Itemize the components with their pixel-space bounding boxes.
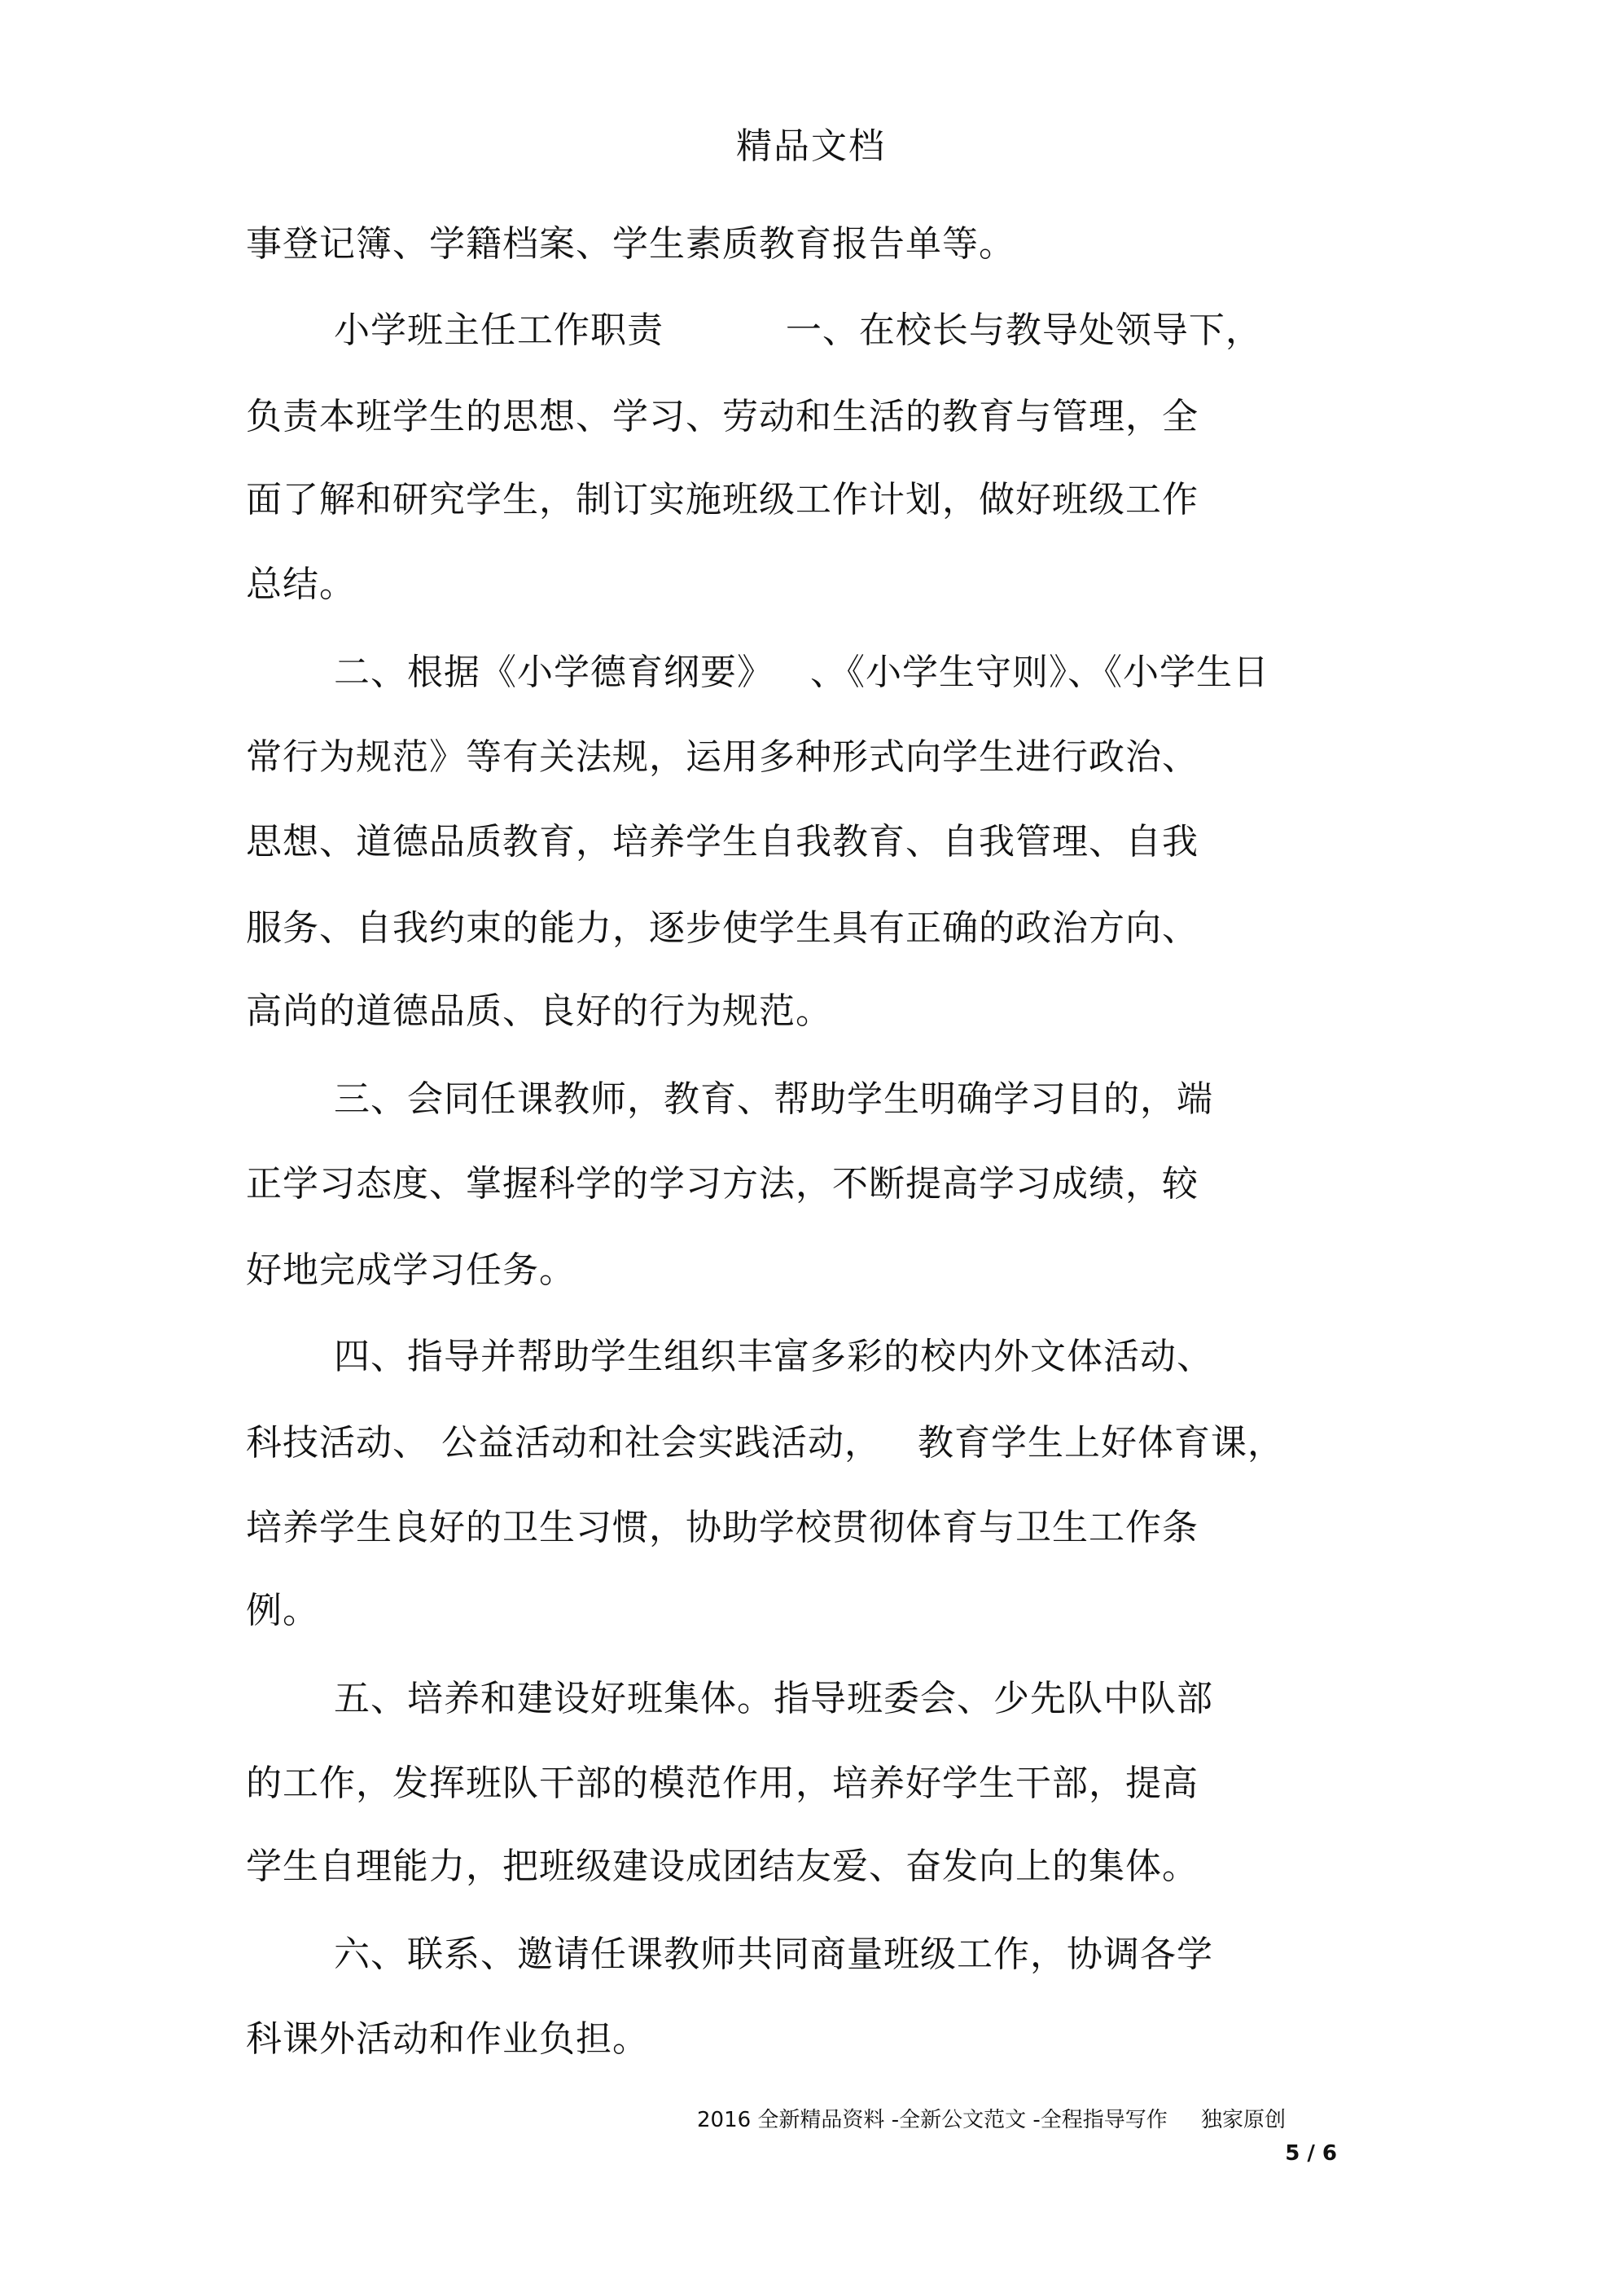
text-line: 正学习态度、掌握科学的学习方法，不断提高学习成绩，较	[246, 1163, 1199, 1205]
text-line: 总结。	[246, 564, 356, 605]
text-line: 科技活动、 公益活动和社会实践活动， 教育学生上好体育课，	[246, 1422, 1284, 1464]
page-number: 5 / 6	[1285, 2141, 1337, 2166]
text-line: 例。	[246, 1590, 319, 1631]
text-line: 培养学生良好的卫生习惯，协助学校贯彻体育与卫生工作条	[246, 1507, 1199, 1548]
text-line: 服务、自我约束的能力，逐步使学生具有正确的政治方向、	[246, 907, 1199, 949]
text-line: 科课外活动和作业负担。	[246, 2018, 649, 2060]
page-footer-text: 2016 全新精品资料 -全新公文范文 -全程指导写作 独家原创	[697, 2108, 1287, 2132]
text-line: 学生自理能力，把班级建设成团结友爱、奋发向上的集体。	[246, 1846, 1199, 1887]
text-line: 常行为规范》等有关法规，运用多种形式向学生进行政治、	[246, 736, 1199, 778]
text-line: 负责本班学生的思想、学习、劳动和生活的教育与管理，全	[246, 396, 1199, 437]
text-line: 事登记簿、学籍档案、学生素质教育报告单等。	[246, 223, 1015, 265]
text-line: 三、会同任课教师，教育、帮助学生明确学习目的，端	[334, 1078, 1213, 1120]
text-line: 思想、道德品质教育，培养学生自我教育、自我管理、自我	[246, 821, 1199, 863]
text-line: 四、指导并帮助学生组织丰富多彩的校内外文体活动、	[334, 1336, 1213, 1377]
text-line: 的工作，发挥班队干部的模范作用，培养好学生干部，提高	[246, 1763, 1199, 1804]
text-line: 好地完成学习任务。	[246, 1249, 576, 1291]
text-line: 面了解和研究学生，制订实施班级工作计划，做好班级工作	[246, 479, 1199, 520]
text-line: 五、培养和建设好班集体。指导班委会、少先队中队部	[334, 1678, 1213, 1719]
text-line: 二、根据《小学德育纲要》 、《小学生守则》、《小学生日	[334, 652, 1269, 693]
text-line: 高尚的道德品质、良好的行为规范。	[246, 990, 832, 1032]
text-line: 六、联系、邀请任课教师共同商量班级工作，协调各学	[334, 1934, 1213, 1975]
page-header-title: 精品文档	[736, 125, 886, 167]
text-line: 小学班主任工作职责 一、在校长与教导处领导下，	[334, 309, 1262, 351]
